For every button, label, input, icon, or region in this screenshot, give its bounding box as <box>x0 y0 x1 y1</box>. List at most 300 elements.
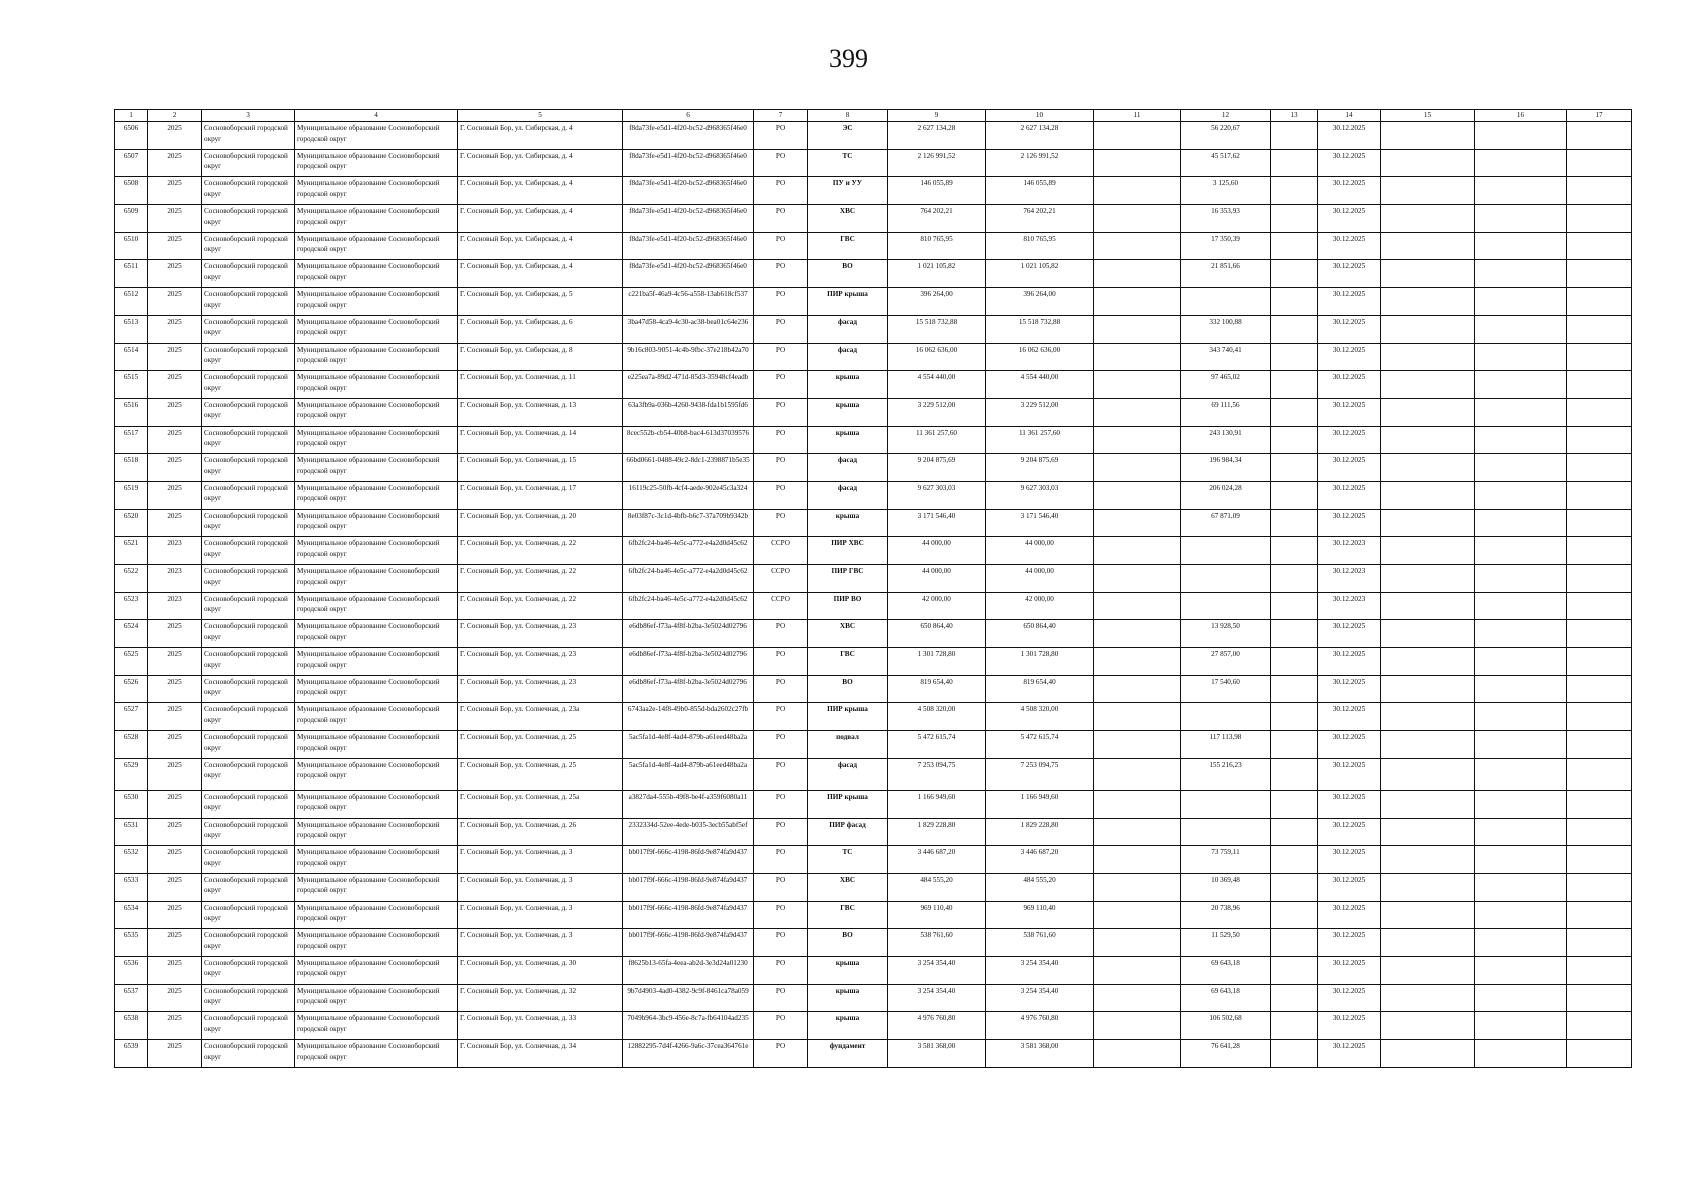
column-12-cell: 155 216,23 <box>1181 758 1271 790</box>
column-11-cell <box>1094 481 1181 509</box>
column-header-17: 17 <box>1567 110 1632 122</box>
total-cost-cell: 3 229 512,00 <box>888 398 986 426</box>
row-number: 6519 <box>115 481 148 509</box>
column-11-cell <box>1094 122 1181 150</box>
address-cell: Г. Сосновый Бор, ул. Солнечная, д. 23а <box>458 703 623 731</box>
year-cell: 2025 <box>148 873 202 901</box>
column-12-cell: 67 871,09 <box>1181 509 1271 537</box>
completion-date-cell: 30.12.2023 <box>1318 565 1381 593</box>
row-number: 6517 <box>115 426 148 454</box>
column-15-cell <box>1381 873 1475 901</box>
column-11-cell <box>1094 149 1181 177</box>
column-17-cell <box>1567 984 1632 1012</box>
work-type-cell: ХВС <box>808 620 888 648</box>
work-type-cell: ХВС <box>808 873 888 901</box>
district-cell: Сосновоборский городской округ <box>202 205 295 233</box>
district-cell: Сосновоборский городской округ <box>202 288 295 316</box>
column-12-cell: 21 851,66 <box>1181 260 1271 288</box>
column-11-cell <box>1094 956 1181 984</box>
address-cell: Г. Сосновый Бор, ул. Солнечная, д. 11 <box>458 371 623 399</box>
work-type-cell: ГВС <box>808 901 888 929</box>
amount-cell: 15 518 732,88 <box>986 315 1094 343</box>
row-number: 6511 <box>115 260 148 288</box>
column-12-cell: 10 369,48 <box>1181 873 1271 901</box>
house-guid-cell: 6fb2fc24-ba46-4e5c-a772-e4a2d0d45c62 <box>623 565 754 593</box>
total-cost-cell: 4 508 320,00 <box>888 703 986 731</box>
district-cell: Сосновоборский городской округ <box>202 984 295 1012</box>
column-17-cell <box>1567 873 1632 901</box>
table-row <box>115 481 1632 509</box>
funding-source-cell: РО <box>754 620 808 648</box>
column-header-8: 8 <box>808 110 888 122</box>
total-cost-cell: 44 000,00 <box>888 537 986 565</box>
address-cell: Г. Сосновый Бор, ул. Солнечная, д. 23 <box>458 648 623 676</box>
work-type-cell: фундамент <box>808 1040 888 1068</box>
column-13-cell <box>1271 929 1318 957</box>
row-number: 6510 <box>115 232 148 260</box>
column-15-cell <box>1381 398 1475 426</box>
municipality-cell: Муниципальное образование Сосновоборский городской округ <box>295 592 458 620</box>
amount-cell: 1 829 228,80 <box>986 818 1094 846</box>
house-guid-cell: 63a3fb9a-036b-4260-9438-fda1b1595fd6 <box>623 398 754 426</box>
column-12-cell: 106 502,68 <box>1181 1012 1271 1040</box>
column-13-cell <box>1271 592 1318 620</box>
year-cell: 2025 <box>148 481 202 509</box>
year-cell: 2025 <box>148 122 202 150</box>
column-16-cell <box>1475 371 1567 399</box>
table-row <box>115 288 1632 316</box>
funding-source-cell: РО <box>754 1012 808 1040</box>
row-number: 6529 <box>115 758 148 790</box>
total-cost-cell: 5 472 615,74 <box>888 731 986 759</box>
column-13-cell <box>1271 565 1318 593</box>
amount-cell: 1 021 105,82 <box>986 260 1094 288</box>
year-cell: 2023 <box>148 537 202 565</box>
table-row <box>115 873 1632 901</box>
column-13-cell <box>1271 675 1318 703</box>
column-11-cell <box>1094 260 1181 288</box>
column-13-cell <box>1271 232 1318 260</box>
column-15-cell <box>1381 818 1475 846</box>
column-16-cell <box>1475 260 1567 288</box>
total-cost-cell: 819 654,40 <box>888 675 986 703</box>
column-15-cell <box>1381 648 1475 676</box>
funding-source-cell: РО <box>754 846 808 874</box>
table-row <box>115 537 1632 565</box>
row-number: 6506 <box>115 122 148 150</box>
column-15-cell <box>1381 481 1475 509</box>
column-11-cell <box>1094 509 1181 537</box>
district-cell: Сосновоборский городской округ <box>202 703 295 731</box>
address-cell: Г. Сосновый Бор, ул. Солнечная, д. 23 <box>458 675 623 703</box>
municipality-cell: Муниципальное образование Сосновоборский городской округ <box>295 703 458 731</box>
municipality-cell: Муниципальное образование Сосновоборский городской округ <box>295 956 458 984</box>
table-row <box>115 818 1632 846</box>
house-guid-cell: e225ea7a-89d2-471d-85d3-35948cf4eadb <box>623 371 754 399</box>
municipality-cell: Муниципальное образование Сосновоборский городской округ <box>295 371 458 399</box>
municipality-cell: Муниципальное образование Сосновоборский городской округ <box>295 731 458 759</box>
column-15-cell <box>1381 901 1475 929</box>
year-cell: 2025 <box>148 984 202 1012</box>
municipality-cell: Муниципальное образование Сосновоборский городской округ <box>295 205 458 233</box>
table-row <box>115 929 1632 957</box>
row-number: 6536 <box>115 956 148 984</box>
table-body <box>115 122 1632 1068</box>
register-table <box>114 109 1632 1068</box>
column-11-cell <box>1094 288 1181 316</box>
column-13-cell <box>1271 818 1318 846</box>
funding-source-cell: РО <box>754 731 808 759</box>
year-cell: 2025 <box>148 343 202 371</box>
district-cell: Сосновоборский городской округ <box>202 426 295 454</box>
total-cost-cell: 7 253 094,75 <box>888 758 986 790</box>
work-type-cell: ПИР фасад <box>808 818 888 846</box>
amount-cell: 44 000,00 <box>986 565 1094 593</box>
column-header-11: 11 <box>1094 110 1181 122</box>
year-cell: 2025 <box>148 620 202 648</box>
house-guid-cell: f8da73fe-e5d1-4f20-bc52-d968365f46e0 <box>623 205 754 233</box>
column-13-cell <box>1271 846 1318 874</box>
column-header-6: 6 <box>623 110 754 122</box>
completion-date-cell: 30.12.2025 <box>1318 454 1381 482</box>
column-15-cell <box>1381 260 1475 288</box>
row-number: 6516 <box>115 398 148 426</box>
column-header-13: 13 <box>1271 110 1318 122</box>
address-cell: Г. Сосновый Бор, ул. Сибирская, д. 4 <box>458 149 623 177</box>
row-number: 6522 <box>115 565 148 593</box>
district-cell: Сосновоборский городской округ <box>202 232 295 260</box>
table-row <box>115 371 1632 399</box>
column-12-cell: 243 130,91 <box>1181 426 1271 454</box>
column-15-cell <box>1381 790 1475 818</box>
completion-date-cell: 30.12.2025 <box>1318 901 1381 929</box>
address-cell: Г. Сосновый Бор, ул. Солнечная, д. 3 <box>458 846 623 874</box>
amount-cell: 3 229 512,00 <box>986 398 1094 426</box>
house-guid-cell: 2332334d-52ee-4ede-b035-3ecb55abf5ef <box>623 818 754 846</box>
column-15-cell <box>1381 620 1475 648</box>
house-guid-cell: 16119c25-50fb-4cf4-aede-902e45c3a324 <box>623 481 754 509</box>
column-11-cell <box>1094 846 1181 874</box>
year-cell: 2025 <box>148 288 202 316</box>
column-12-cell: 97 465,02 <box>1181 371 1271 399</box>
table-header <box>115 110 1632 122</box>
column-17-cell <box>1567 846 1632 874</box>
table-row <box>115 426 1632 454</box>
municipality-cell: Муниципальное образование Сосновоборский городской округ <box>295 398 458 426</box>
district-cell: Сосновоборский городской округ <box>202 481 295 509</box>
house-guid-cell: bb017f9f-666c-4198-86fd-9e874fa9d437 <box>623 901 754 929</box>
funding-source-cell: ССРО <box>754 537 808 565</box>
completion-date-cell: 30.12.2025 <box>1318 758 1381 790</box>
funding-source-cell: ССРО <box>754 592 808 620</box>
municipality-cell: Муниципальное образование Сосновоборский городской округ <box>295 873 458 901</box>
column-11-cell <box>1094 454 1181 482</box>
work-type-cell: ТС <box>808 149 888 177</box>
column-17-cell <box>1567 1012 1632 1040</box>
column-11-cell <box>1094 929 1181 957</box>
address-cell: Г. Сосновый Бор, ул. Солнечная, д. 32 <box>458 984 623 1012</box>
funding-source-cell: РО <box>754 984 808 1012</box>
funding-source-cell: РО <box>754 371 808 399</box>
completion-date-cell: 30.12.2025 <box>1318 371 1381 399</box>
total-cost-cell: 9 204 875,69 <box>888 454 986 482</box>
column-17-cell <box>1567 592 1632 620</box>
column-12-cell: 76 641,28 <box>1181 1040 1271 1068</box>
district-cell: Сосновоборский городской округ <box>202 956 295 984</box>
column-17-cell <box>1567 537 1632 565</box>
year-cell: 2025 <box>148 232 202 260</box>
house-guid-cell: bb017f9f-666c-4198-86fd-9e874fa9d437 <box>623 873 754 901</box>
completion-date-cell: 30.12.2025 <box>1318 343 1381 371</box>
address-cell: Г. Сосновый Бор, ул. Солнечная, д. 20 <box>458 509 623 537</box>
year-cell: 2023 <box>148 565 202 593</box>
year-cell: 2025 <box>148 426 202 454</box>
municipality-cell: Муниципальное образование Сосновоборский городской округ <box>295 620 458 648</box>
completion-date-cell: 30.12.2025 <box>1318 675 1381 703</box>
table-row <box>115 901 1632 929</box>
column-11-cell <box>1094 675 1181 703</box>
column-17-cell <box>1567 149 1632 177</box>
amount-cell: 44 000,00 <box>986 537 1094 565</box>
municipality-cell: Муниципальное образование Сосновоборский городской округ <box>295 846 458 874</box>
year-cell: 2025 <box>148 315 202 343</box>
table-row <box>115 703 1632 731</box>
row-number: 6538 <box>115 1012 148 1040</box>
column-header-12: 12 <box>1181 110 1271 122</box>
column-15-cell <box>1381 122 1475 150</box>
total-cost-cell: 4 976 760,80 <box>888 1012 986 1040</box>
column-16-cell <box>1475 454 1567 482</box>
total-cost-cell: 11 361 257,60 <box>888 426 986 454</box>
year-cell: 2025 <box>148 703 202 731</box>
completion-date-cell: 30.12.2025 <box>1318 260 1381 288</box>
total-cost-cell: 3 446 687,20 <box>888 846 986 874</box>
house-guid-cell: 6fb2fc24-ba46-4e5c-a772-e4a2d0d45c62 <box>623 592 754 620</box>
column-13-cell <box>1271 620 1318 648</box>
column-12-cell: 20 738,96 <box>1181 901 1271 929</box>
column-11-cell <box>1094 315 1181 343</box>
total-cost-cell: 3 254 354,40 <box>888 956 986 984</box>
completion-date-cell: 30.12.2025 <box>1318 149 1381 177</box>
total-cost-cell: 42 000,00 <box>888 592 986 620</box>
year-cell: 2025 <box>148 1040 202 1068</box>
column-12-cell: 17 540,60 <box>1181 675 1271 703</box>
row-number: 6533 <box>115 873 148 901</box>
amount-cell: 396 264,00 <box>986 288 1094 316</box>
total-cost-cell: 484 555,20 <box>888 873 986 901</box>
column-16-cell <box>1475 1040 1567 1068</box>
column-11-cell <box>1094 731 1181 759</box>
column-16-cell <box>1475 929 1567 957</box>
column-header-16: 16 <box>1475 110 1567 122</box>
row-number: 6526 <box>115 675 148 703</box>
column-16-cell <box>1475 873 1567 901</box>
column-16-cell <box>1475 509 1567 537</box>
municipality-cell: Муниципальное образование Сосновоборский городской округ <box>295 565 458 593</box>
address-cell: Г. Сосновый Бор, ул. Солнечная, д. 25 <box>458 731 623 759</box>
amount-cell: 3 171 546,40 <box>986 509 1094 537</box>
column-11-cell <box>1094 703 1181 731</box>
column-15-cell <box>1381 758 1475 790</box>
address-cell: Г. Сосновый Бор, ул. Сибирская, д. 5 <box>458 288 623 316</box>
address-cell: Г. Сосновый Бор, ул. Сибирская, д. 8 <box>458 343 623 371</box>
column-17-cell <box>1567 288 1632 316</box>
year-cell: 2025 <box>148 205 202 233</box>
column-13-cell <box>1271 758 1318 790</box>
work-type-cell: крыша <box>808 398 888 426</box>
column-17-cell <box>1567 956 1632 984</box>
funding-source-cell: РО <box>754 818 808 846</box>
column-12-cell: 3 125,60 <box>1181 177 1271 205</box>
column-15-cell <box>1381 1040 1475 1068</box>
column-17-cell <box>1567 454 1632 482</box>
total-cost-cell: 9 627 303,03 <box>888 481 986 509</box>
address-cell: Г. Сосновый Бор, ул. Солнечная, д. 17 <box>458 481 623 509</box>
amount-cell: 9 204 875,69 <box>986 454 1094 482</box>
completion-date-cell: 30.12.2025 <box>1318 620 1381 648</box>
table-row <box>115 984 1632 1012</box>
column-16-cell <box>1475 901 1567 929</box>
funding-source-cell: РО <box>754 232 808 260</box>
column-11-cell <box>1094 1012 1181 1040</box>
column-11-cell <box>1094 758 1181 790</box>
column-11-cell <box>1094 873 1181 901</box>
column-11-cell <box>1094 790 1181 818</box>
municipality-cell: Муниципальное образование Сосновоборский городской округ <box>295 818 458 846</box>
funding-source-cell: РО <box>754 260 808 288</box>
column-13-cell <box>1271 703 1318 731</box>
house-guid-cell: f8da73fe-e5d1-4f20-bc52-d968365f46e0 <box>623 149 754 177</box>
column-16-cell <box>1475 288 1567 316</box>
municipality-cell: Муниципальное образование Сосновоборский городской округ <box>295 537 458 565</box>
column-12-cell: 206 024,28 <box>1181 481 1271 509</box>
column-12-cell: 11 529,50 <box>1181 929 1271 957</box>
column-17-cell <box>1567 731 1632 759</box>
column-15-cell <box>1381 984 1475 1012</box>
column-12-cell: 73 759,11 <box>1181 846 1271 874</box>
amount-cell: 146 055,89 <box>986 177 1094 205</box>
work-type-cell: ПИР крыша <box>808 703 888 731</box>
column-12-cell: 13 928,50 <box>1181 620 1271 648</box>
amount-cell: 4 508 320,00 <box>986 703 1094 731</box>
row-number: 6509 <box>115 205 148 233</box>
column-17-cell <box>1567 790 1632 818</box>
district-cell: Сосновоборский городской округ <box>202 149 295 177</box>
column-13-cell <box>1271 984 1318 1012</box>
table-row <box>115 790 1632 818</box>
district-cell: Сосновоборский городской округ <box>202 818 295 846</box>
completion-date-cell: 30.12.2025 <box>1318 205 1381 233</box>
district-cell: Сосновоборский городской округ <box>202 758 295 790</box>
column-11-cell <box>1094 984 1181 1012</box>
total-cost-cell: 3 254 354,40 <box>888 984 986 1012</box>
work-type-cell: ВО <box>808 260 888 288</box>
work-type-cell: крыша <box>808 371 888 399</box>
column-16-cell <box>1475 1012 1567 1040</box>
column-17-cell <box>1567 426 1632 454</box>
column-header-14: 14 <box>1318 110 1381 122</box>
column-16-cell <box>1475 481 1567 509</box>
column-13-cell <box>1271 537 1318 565</box>
work-type-cell: ТС <box>808 846 888 874</box>
municipality-cell: Муниципальное образование Сосновоборский городской округ <box>295 149 458 177</box>
column-11-cell <box>1094 177 1181 205</box>
column-15-cell <box>1381 592 1475 620</box>
row-number: 6507 <box>115 149 148 177</box>
column-11-cell <box>1094 620 1181 648</box>
amount-cell: 4 554 440,00 <box>986 371 1094 399</box>
funding-source-cell: ССРО <box>754 565 808 593</box>
column-17-cell <box>1567 675 1632 703</box>
column-17-cell <box>1567 818 1632 846</box>
column-13-cell <box>1271 1040 1318 1068</box>
column-17-cell <box>1567 929 1632 957</box>
address-cell: Г. Сосновый Бор, ул. Солнечная, д. 30 <box>458 956 623 984</box>
amount-cell: 3 254 354,40 <box>986 984 1094 1012</box>
column-12-cell: 45 517,62 <box>1181 149 1271 177</box>
address-cell: Г. Сосновый Бор, ул. Солнечная, д. 22 <box>458 537 623 565</box>
amount-cell: 7 253 094,75 <box>986 758 1094 790</box>
funding-source-cell: РО <box>754 675 808 703</box>
municipality-cell: Муниципальное образование Сосновоборский городской округ <box>295 315 458 343</box>
column-12-cell <box>1181 703 1271 731</box>
column-12-cell <box>1181 818 1271 846</box>
column-11-cell <box>1094 648 1181 676</box>
column-header-5: 5 <box>458 110 623 122</box>
address-cell: Г. Сосновый Бор, ул. Сибирская, д. 4 <box>458 177 623 205</box>
house-guid-cell: f8625b13-65fa-4eea-ab2d-3e3d24a01230 <box>623 956 754 984</box>
column-13-cell <box>1271 901 1318 929</box>
house-guid-cell: 3ba47d58-4ca9-4c30-ac38-bea01c64e236 <box>623 315 754 343</box>
district-cell: Сосновоборский городской округ <box>202 454 295 482</box>
amount-cell: 42 000,00 <box>986 592 1094 620</box>
year-cell: 2025 <box>148 260 202 288</box>
total-cost-cell: 2 126 991,52 <box>888 149 986 177</box>
house-guid-cell: 6fb2fc24-ba46-4e5c-a772-e4a2d0d45c62 <box>623 537 754 565</box>
year-cell: 2025 <box>148 177 202 205</box>
completion-date-cell: 30.12.2025 <box>1318 509 1381 537</box>
work-type-cell: ХВС <box>808 205 888 233</box>
total-cost-cell: 1 301 728,80 <box>888 648 986 676</box>
address-cell: Г. Сосновый Бор, ул. Солнечная, д. 34 <box>458 1040 623 1068</box>
row-number: 6530 <box>115 790 148 818</box>
municipality-cell: Муниципальное образование Сосновоборский городской округ <box>295 343 458 371</box>
column-15-cell <box>1381 343 1475 371</box>
row-number: 6531 <box>115 818 148 846</box>
column-16-cell <box>1475 122 1567 150</box>
amount-cell: 5 472 615,74 <box>986 731 1094 759</box>
funding-source-cell: РО <box>754 288 808 316</box>
column-15-cell <box>1381 149 1475 177</box>
work-type-cell: ВО <box>808 675 888 703</box>
table-row <box>115 675 1632 703</box>
district-cell: Сосновоборский городской округ <box>202 846 295 874</box>
total-cost-cell: 1 166 949,60 <box>888 790 986 818</box>
amount-cell: 969 110,40 <box>986 901 1094 929</box>
column-11-cell <box>1094 537 1181 565</box>
table-row <box>115 260 1632 288</box>
column-17-cell <box>1567 205 1632 233</box>
table-row <box>115 177 1632 205</box>
column-13-cell <box>1271 1012 1318 1040</box>
row-number: 6513 <box>115 315 148 343</box>
column-12-cell <box>1181 790 1271 818</box>
amount-cell: 484 555,20 <box>986 873 1094 901</box>
amount-cell: 16 062 636,00 <box>986 343 1094 371</box>
column-13-cell <box>1271 426 1318 454</box>
work-type-cell: крыша <box>808 984 888 1012</box>
municipality-cell: Муниципальное образование Сосновоборский городской округ <box>295 758 458 790</box>
